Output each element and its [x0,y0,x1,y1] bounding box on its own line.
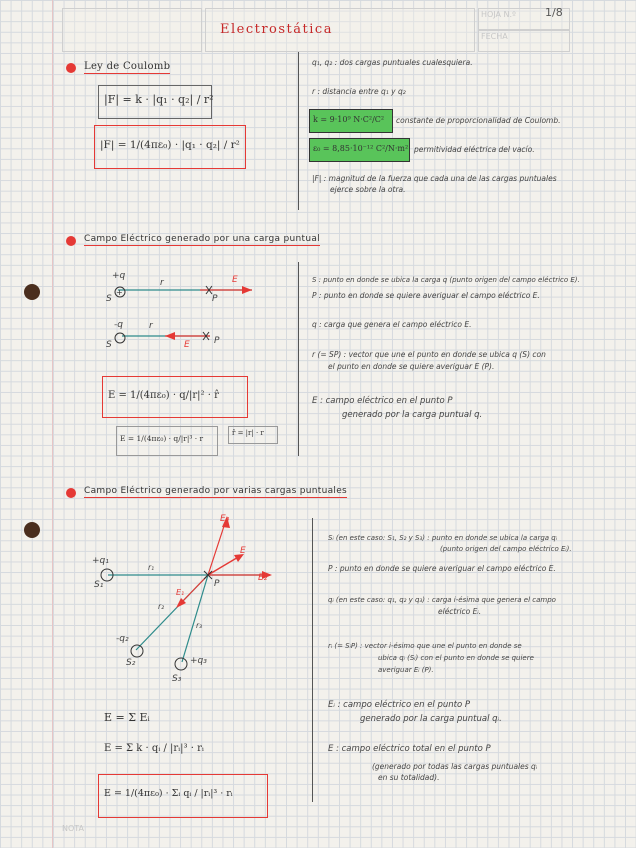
diag-r2: r₂ [158,602,165,611]
def-qi-1: qᵢ (en este caso: q₁, q₂ y q₃) : carga i-ésima que genera el campo [328,596,556,604]
page-label: HOJA N.º [481,10,516,19]
divider-s3 [312,518,313,802]
svg-text:+: + [116,288,123,297]
def-ri-3: averiguar Eᵢ (P). [378,666,434,674]
diag-e-total: E [240,546,246,556]
divider-s2 [298,262,299,456]
coulomb-formula-k: |F| = k · |q₁ · q₂| / r² [104,93,214,106]
e-formula-main: E = 1/(4πε₀) · q/|r|² · r̂ [108,390,219,401]
footer-label: NOTA [62,824,85,833]
k-value: k = 9·10⁹ N·C²/C² [313,115,385,124]
def-force-1: |F| : magnitud de la fuerza que cada una de las cargas puntuales [312,174,557,183]
r-unit-formula: r̂ = |r| · r [232,429,264,437]
diag-q2: -q₂ [116,634,129,644]
multi-formula-2: E = Σ k · qᵢ / |rᵢ|³ · rᵢ [104,743,204,754]
def-r-single-2: el punto en donde se quiere averiguar E (P). [328,362,495,371]
def-p-single: P : punto en donde se quiere averiguar el campo eléctrico E. [312,291,540,300]
def-e-total-2: (generado por todas las cargas puntuales qᵢ [372,762,538,771]
diag-minus-q: -q [114,320,123,330]
diag-s1: S₁ [94,580,104,590]
diag-q1: +q₁ [92,556,109,566]
diag-e-1: E [232,275,238,285]
diag-e-2: E [184,340,190,350]
def-e-single-1: E : campo eléctrico en el punto P [312,396,453,406]
diag-e2: E₂ [258,573,268,583]
multi-formula-3: E = 1/(4πε₀) · Σᵢ qᵢ / |rᵢ|³ · rᵢ [104,788,233,799]
heading-single-charge: Campo Eléctrico generado por una carga puntual [84,234,320,244]
diag-r-1: r [160,278,164,288]
def-ei-2: generado por la carga puntual qᵢ. [360,714,502,724]
def-force-2: ejerce sobre la otra. [330,185,406,194]
heading-multi-charge: Campo Eléctrico generado por varias cargas puntuales [84,486,348,496]
diag-s2: S₂ [126,658,136,668]
def-si-1: Sᵢ (en este caso: S₁, S₂ y S₃) : punto en donde se ubica la carga qᵢ [328,534,558,542]
diag-s-2: S [106,340,112,350]
k-desc: constante de proporcionalidad de Coulomb. [396,116,561,125]
def-charges: q₁, q₂ : dos cargas puntuales cualesquiera. [312,58,473,67]
def-r-single-1: r (= SP) : vector que une el punto en donde se ubica q (S) con [312,350,546,359]
diag-r-2: r [149,321,153,331]
def-ri-1: rᵢ (= SᵢP) : vector i-ésimo que une el punto en donde se [328,642,522,650]
diag-p-2: P [214,336,220,346]
def-qi-2: eléctrico Eᵢ. [438,607,482,616]
section-bullet-3 [66,488,76,498]
def-s-single: S : punto en donde se ubica la carga q (punto origen del campo eléctrico E). [312,276,580,284]
diag-e3: E₃ [220,514,230,524]
def-ri-2: ubica qᵢ (Sᵢ) con el punto en donde se quiere [378,654,534,662]
heading-coulomb: Ley de Coulomb [84,61,171,72]
page-number: 1/8 [545,6,563,19]
diag-plus-q: +q [112,271,126,281]
diag-p-1: P [212,294,218,304]
e0-desc: permitividad eléctrica del vacío. [414,145,535,154]
diag-p-multi: P [214,579,220,589]
e0-value: ε₀ = 8,85·10⁻¹² C²/N·m² [313,144,409,153]
def-e-total-3: en su totalidad). [378,773,440,782]
diag-r3: r₃ [196,621,203,630]
def-p-multi: P : punto en donde se quiere averiguar el campo eléctrico E. [328,564,556,573]
e-formula-alt: E = 1/(4πε₀) · q/|r|³ · r [120,434,204,443]
def-distance: r : distancia entre q₁ y q₂ [312,87,406,96]
def-ei-1: Eᵢ : campo eléctrico en el punto P [328,700,471,710]
def-e-single-2: generado por la carga puntual q. [342,410,483,420]
diag-q3: +q₃ [190,656,207,666]
def-si-2: (punto origen del campo eléctrico Eᵢ). [440,545,572,553]
multi-formula-1: E = Σ Eᵢ [104,711,150,724]
diag-s-1: S [106,294,112,304]
diag-e1: E₁ [176,588,185,597]
def-e-total-1: E : campo eléctrico total en el punto P [328,744,491,754]
page-title: Electrostática [220,22,333,37]
def-q-single: q : carga que genera el campo eléctrico E. [312,320,472,329]
coulomb-formula-eps: |F| = 1/(4πε₀) · |q₁ · q₂| / r² [100,139,240,151]
date-label: FECHA [481,32,508,41]
diag-s3: S₃ [172,674,182,684]
diag-r1: r₁ [148,563,155,572]
